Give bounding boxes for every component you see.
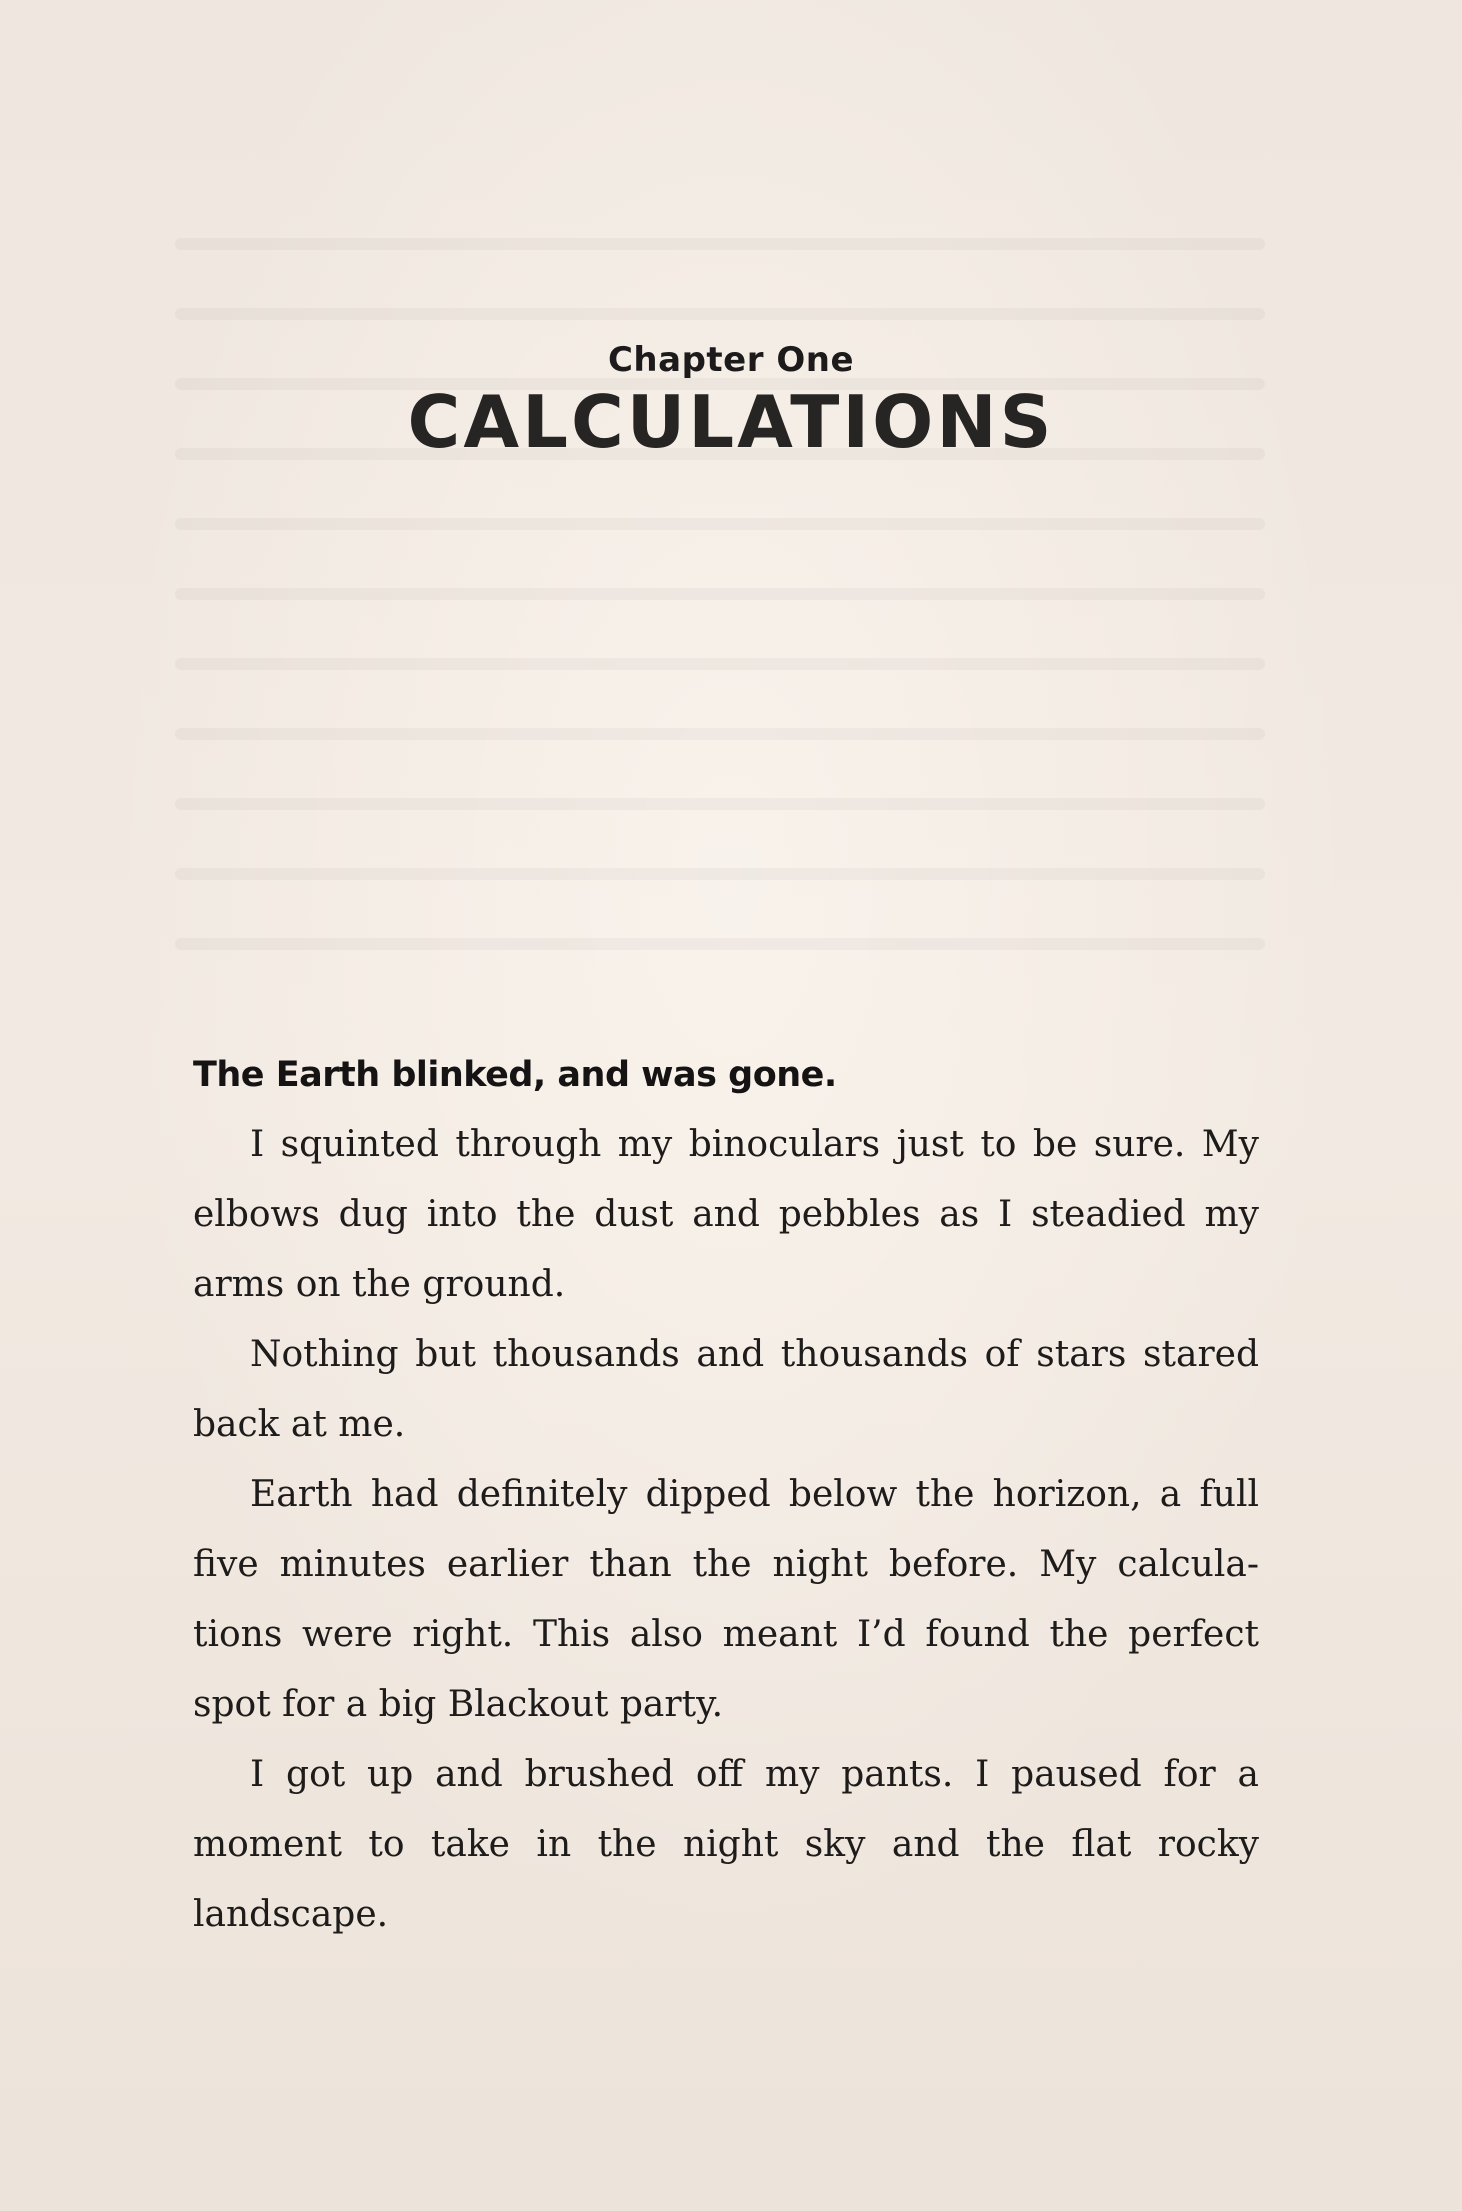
show-through-line: [175, 518, 1265, 530]
paragraph: Nothing but thousands and thousands of stars stared back at me.: [193, 1334, 1259, 1445]
chapter-label: Chapter One: [607, 340, 855, 380]
show-through-line: [175, 238, 1265, 250]
paragraph: I squinted through my binoculars just to be sure. My elbows dug into the dust and pebbles as I steadied my arms on the ground.: [193, 1124, 1259, 1305]
show-through-line: [175, 658, 1265, 670]
show-through-line: [175, 308, 1265, 320]
show-through-line: [175, 588, 1265, 600]
chapter-title: CALCULATIONS: [407, 380, 1055, 464]
chapter-text: [193, 1040, 1259, 1950]
lead-sentence: The Earth blinked, and was gone.: [193, 1055, 837, 1095]
show-through-line: [175, 938, 1265, 950]
show-through-line: [175, 798, 1265, 810]
show-through-line: [175, 868, 1265, 880]
paragraph: Earth had definitely dipped below the horizon, a full five minutes earlier than the night before. My calculations were right. This also meant I’d found the perfect spot for a big Blackout party.: [193, 1474, 1259, 1725]
show-through-line: [175, 728, 1265, 740]
paragraph: I got up and brushed off my pants. I paused for a moment to take in the night sky and the flat rocky landscape.: [193, 1754, 1259, 1935]
